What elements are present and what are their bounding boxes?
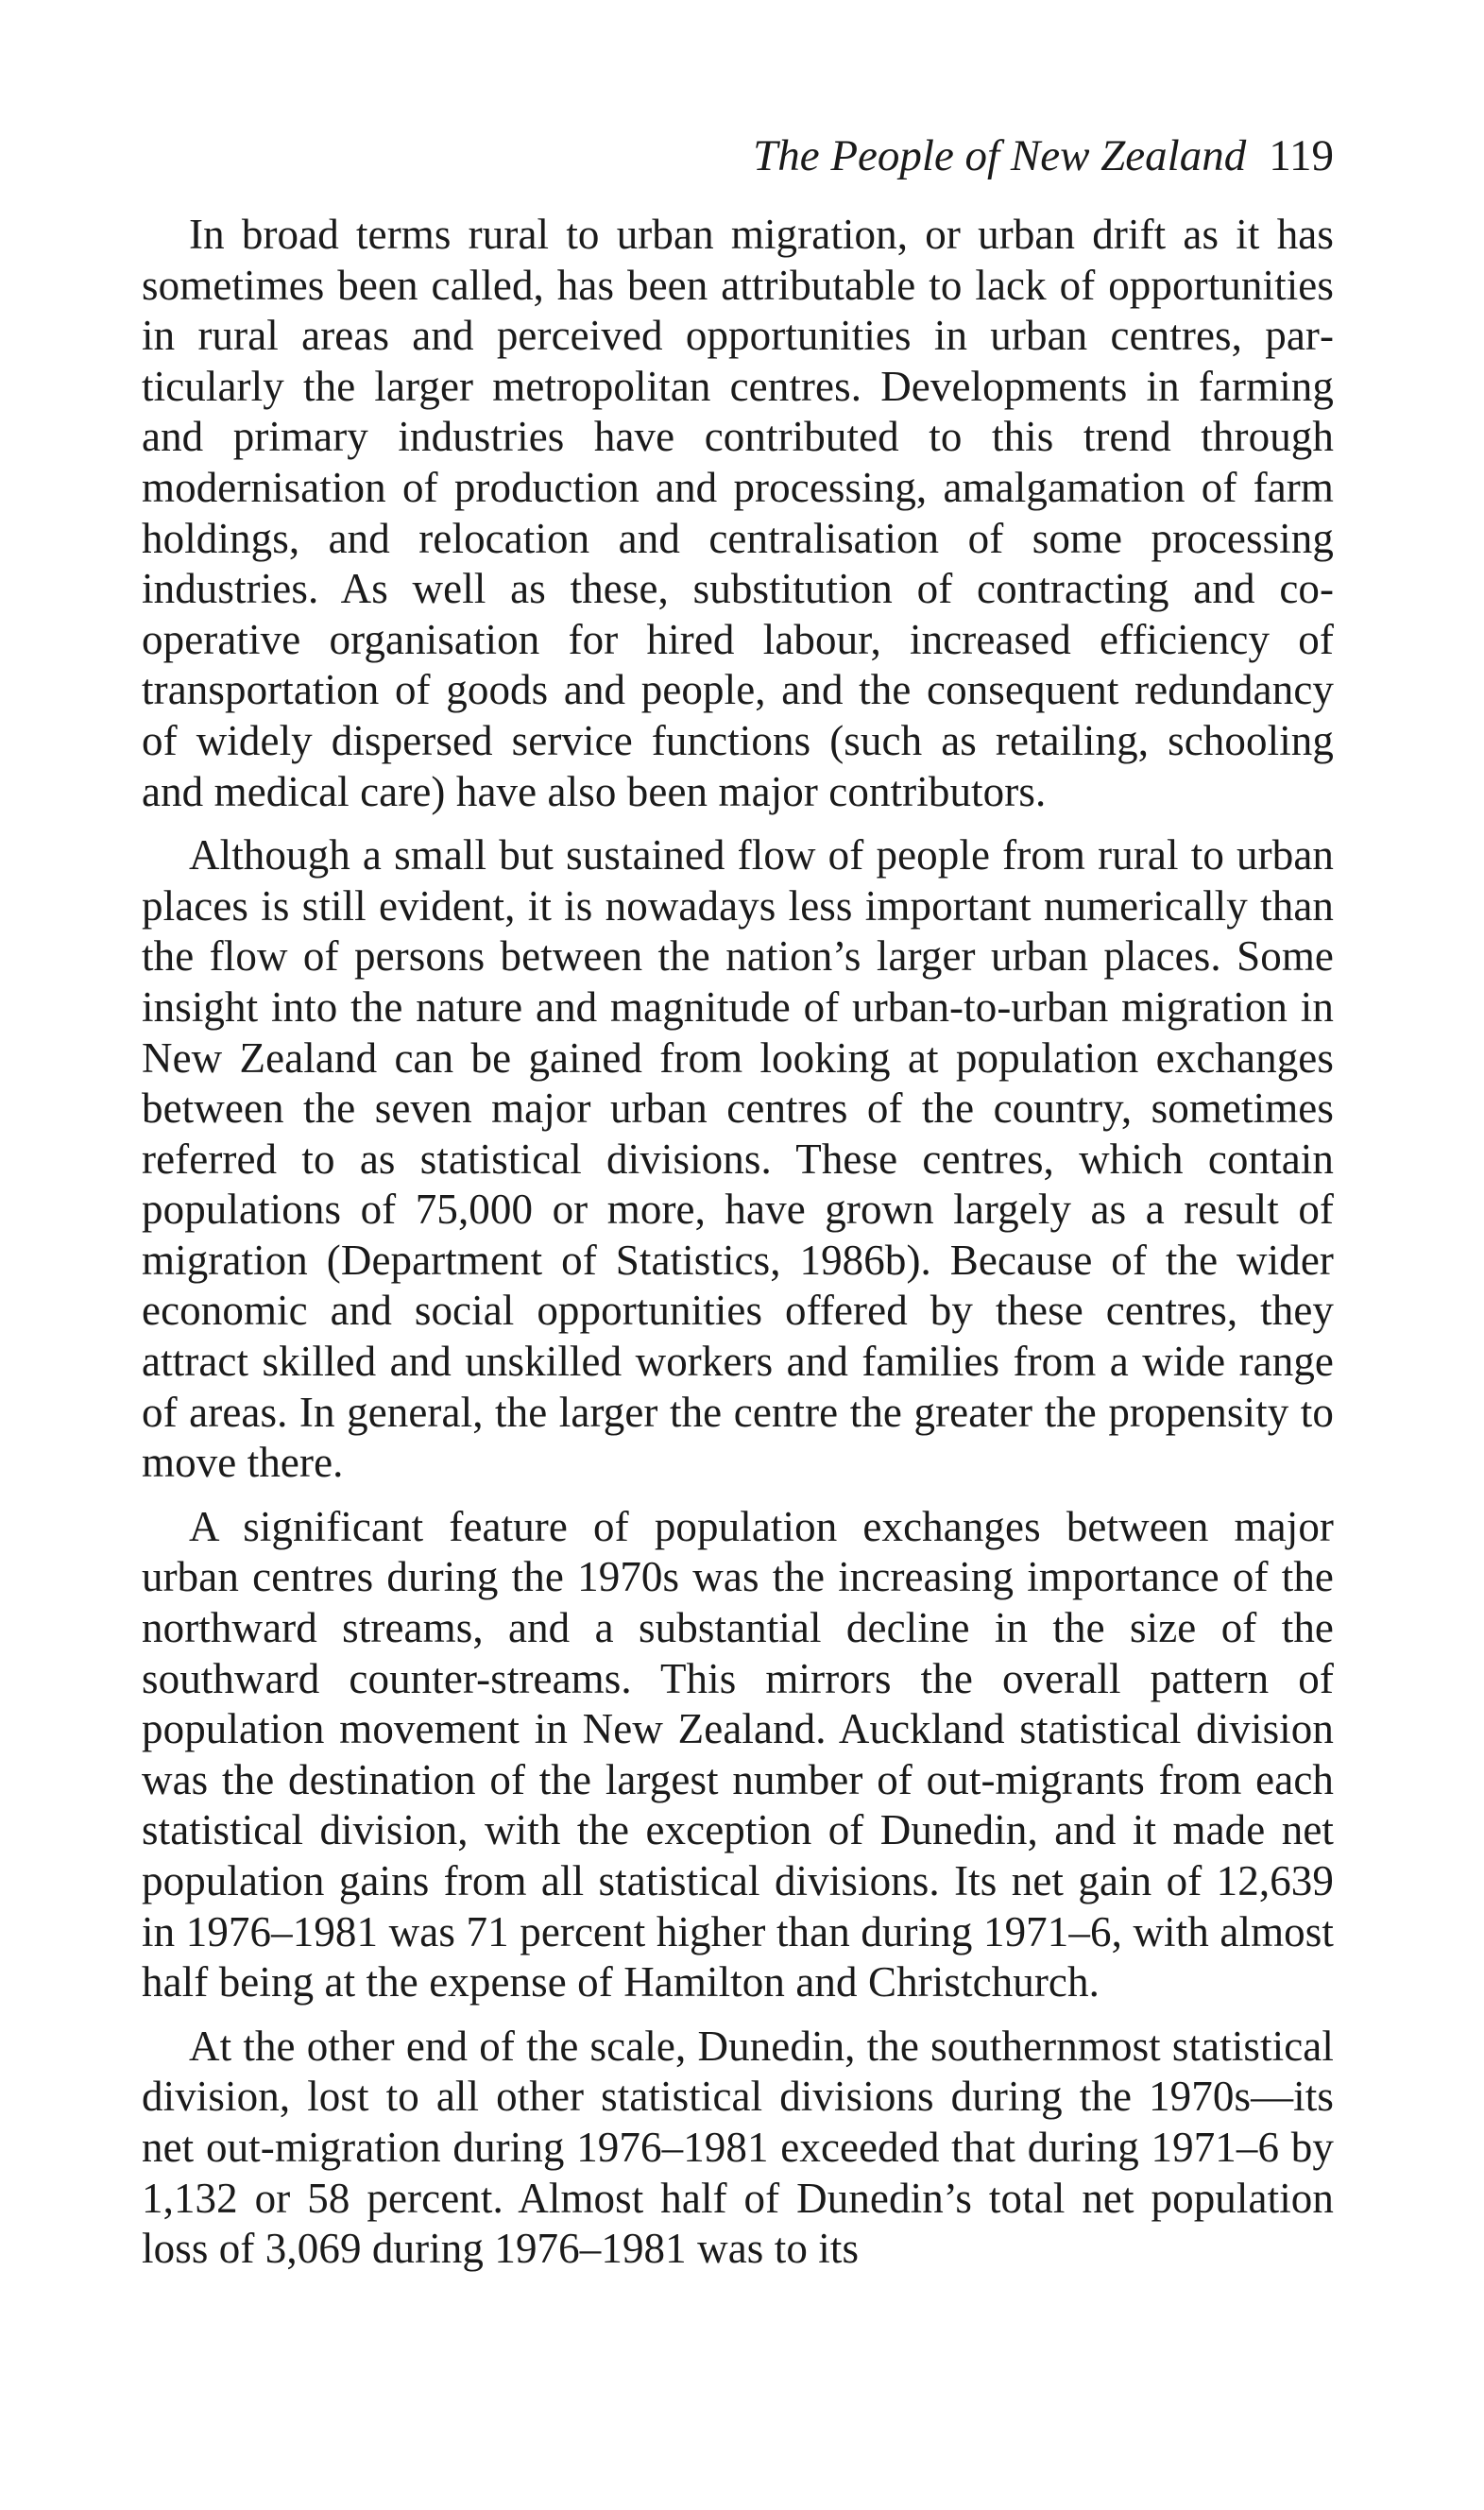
paragraph-3: A significant feature of population exchanges between major urban centres during the 1970s was the increasing importance of the northward streams, and a substantial decline in the size of the southward counter-streams. This mirrors the overall pattern of population movement in New Zealand. Auckland statistical division was the destination of the largest number of out-migrants from each statistical division, with the exception of Dunedin, and it made net population gains from all statistical divisions. Its net gain of 12,639 in 1976–1981 was 71 percent higher than during 1971–6, with almost half being at the expense of Hamilton and Christchurch. <box>142 1502 1334 2006</box>
book-page <box>142 123 1334 2288</box>
paragraph-2: Although a small but sustained flow of people from rural to urban places is still evident, it is nowadays less important numerically than the flow of persons between the nation’s larger urban places. Some insight into the nature and magnitude of urban-to-urban migration in New Zealand can be gained from looking at population exchanges between the seven major urban centres of the country, sometimes referred to as statistical divisions. These centres, which contain populations of 75,000 or more, have grown largely as a result of migration (Department of Statistics, 1986b). Because of the wider economic and social opportunities offered by these centres, they attract skilled and unskilled workers and families from a wide range of areas. In general, the larger the centre the greater the propensity to move there. <box>142 831 1334 1487</box>
paragraph-4: At the other end of the scale, Dunedin, the southernmost statistical division, lost to all other statistical divisions during the 1970s—its net out-migration during 1976–1981 exceeded that during 1971–6 by 1,132 or 58 percent. Almost half of Dunedin’s total net population loss of 3,069 during 1976–1981 was to its <box>142 2022 1334 2273</box>
page-number: 119 <box>1269 131 1334 180</box>
paragraph-1: In broad terms rural to urban migration, or urban drift as it has sometimes been called, has been attributable to lack of opportunities in rural areas and perceived opportunities in urban centres, particularly the larger metropolitan centres. Developments in farming and primary industries have contributed to this trend through modernisation of production and processing, amalgamation of farm holdings, and relocation and centralisation of some processing industries. As well as these, substitution of contracting and cooperative organisation for hired labour, increased efficiency of transportation of goods and people, and the consequent redundancy of widely dispersed service functions (such as retailing, schooling and medical care) have also been major contributors. <box>142 211 1334 815</box>
running-head-title: The People of New Zealand <box>753 131 1247 180</box>
body-text <box>142 210 1334 2275</box>
running-head <box>142 123 1334 189</box>
